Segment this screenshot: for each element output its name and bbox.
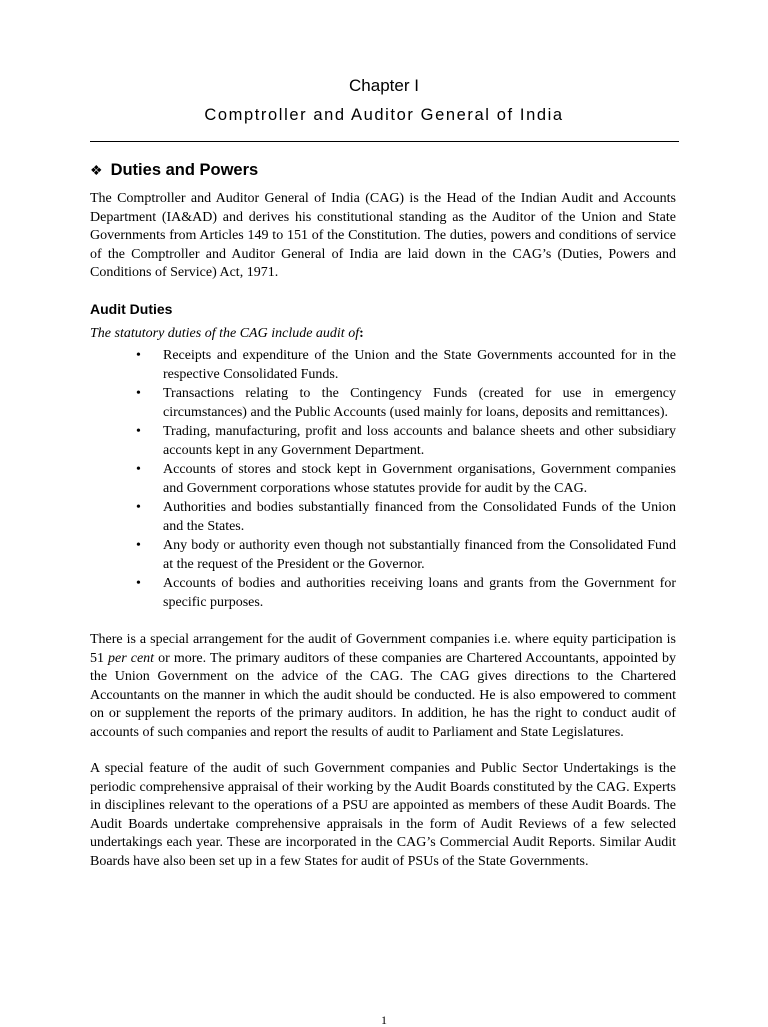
chapter-title: Comptroller and Auditor General of India bbox=[204, 106, 564, 124]
bullet-icon: • bbox=[136, 348, 141, 363]
list-item-text: Accounts of bodies and authorities receiving loans and grants from the Government for specific purposes. bbox=[163, 576, 676, 610]
bullet-icon: • bbox=[136, 576, 141, 591]
audit-duties-intro-text: The statutory duties of the CAG include audit of bbox=[90, 325, 360, 341]
list-item bbox=[136, 423, 676, 460]
list-item bbox=[136, 575, 676, 612]
audit-boards-paragraph: A special feature of the audit of such Government companies and Public Sector Undertakings is the periodic comprehensive appraisal of their working by the Audit Boards constituted by the CAG. Experts in disciplines relevant to the operations of a PSU are appointed as members of these Audit Boards. The Audit Boards undertake comprehensive appraisals in the form of Audit Reviews of a few selected undertakings each year. These are incorporated in the CAG’s Commercial Audit Reports. Similar Audit Boards have also been set up in a few States for audit of PSUs of the State Governments. bbox=[90, 761, 676, 869]
bullet-icon: • bbox=[136, 386, 141, 401]
spacer bbox=[90, 613, 676, 631]
government-companies-text-2: or more. The primary auditors of these companies are Chartered Accountants, appointed by the Union Government on the advice of the CAG. The CAG gives directions to the Chartered Accountants on the manner in which the audit should be conducted. He is also empowered to comment on or supplement the reports of the primary auditors. In addition, he has the right to conduct audit of accounts of such companies and report the results of audit to Parliament and State Legislatures. bbox=[90, 650, 677, 740]
government-companies-text-1: There is a special arrangement for the audit of Government companies i.e. where equity participation is 51 bbox=[90, 632, 676, 666]
audit-duties-heading: Audit Duties bbox=[90, 300, 173, 317]
list-item-text: Trading, manufacturing, profit and loss accounts and balance sheets and other subsidiary accounts kept in any Government Department. bbox=[163, 424, 676, 458]
list-item-text: Any body or authority even though not substantially financed from the Consolidated Fund at the request of the President or the Governor. bbox=[163, 538, 676, 572]
list-item bbox=[136, 347, 676, 384]
list-item bbox=[136, 499, 676, 536]
list-item-text: Receipts and expenditure of the Union and the State Governments accounted for in the respective Consolidated Funds. bbox=[163, 348, 676, 382]
intro-paragraph: The Comptroller and Auditor General of India (CAG) is the Head of the Indian Audit and Accounts Department (IA&AD) and derives his constitutional standing as the Auditor of the Union and State Governments from Articles 149 to 151 of the Constitution. The duties, powers and conditions of service of the Comptroller and Auditor General of India are laid down in the CAG’s (Duties, Powers and Conditions of Service) Act, 1971. bbox=[90, 191, 676, 280]
spacer bbox=[90, 742, 676, 760]
bullet-icon: • bbox=[136, 424, 141, 439]
list-item bbox=[136, 537, 676, 574]
bullet-icon: • bbox=[136, 538, 141, 553]
chapter-number: Chapter I bbox=[349, 76, 419, 95]
list-item-text: Transactions relating to the Contingency Funds (created for use in emergency circumstances) and the Public Accounts (used mainly for loans, deposits and remittances). bbox=[163, 386, 676, 420]
audit-duties-intro bbox=[90, 325, 676, 344]
list-item bbox=[136, 461, 676, 498]
header-divider bbox=[90, 141, 679, 142]
section-heading bbox=[90, 158, 676, 182]
audit-duties-list bbox=[90, 347, 676, 612]
government-companies-paragraph bbox=[90, 631, 676, 742]
audit-duties-intro-colon: : bbox=[359, 325, 364, 341]
government-companies-italic: per cent bbox=[108, 650, 155, 666]
bullet-icon: • bbox=[136, 500, 141, 515]
section-heading-text: Duties and Powers bbox=[110, 161, 259, 179]
list-item-text: Accounts of stores and stock kept in Government organisations, Government companies and Government corporations whose statutes provide for audit by the CAG. bbox=[163, 462, 676, 496]
page-number: 1 bbox=[381, 1013, 387, 1027]
list-item bbox=[136, 385, 676, 422]
four-diamond-bullet-icon: ❖ bbox=[90, 162, 103, 178]
list-item-text: Authorities and bodies substantially financed from the Consolidated Funds of the Union and the States. bbox=[163, 500, 676, 534]
page-content bbox=[90, 158, 676, 871]
bullet-icon: • bbox=[136, 462, 141, 477]
